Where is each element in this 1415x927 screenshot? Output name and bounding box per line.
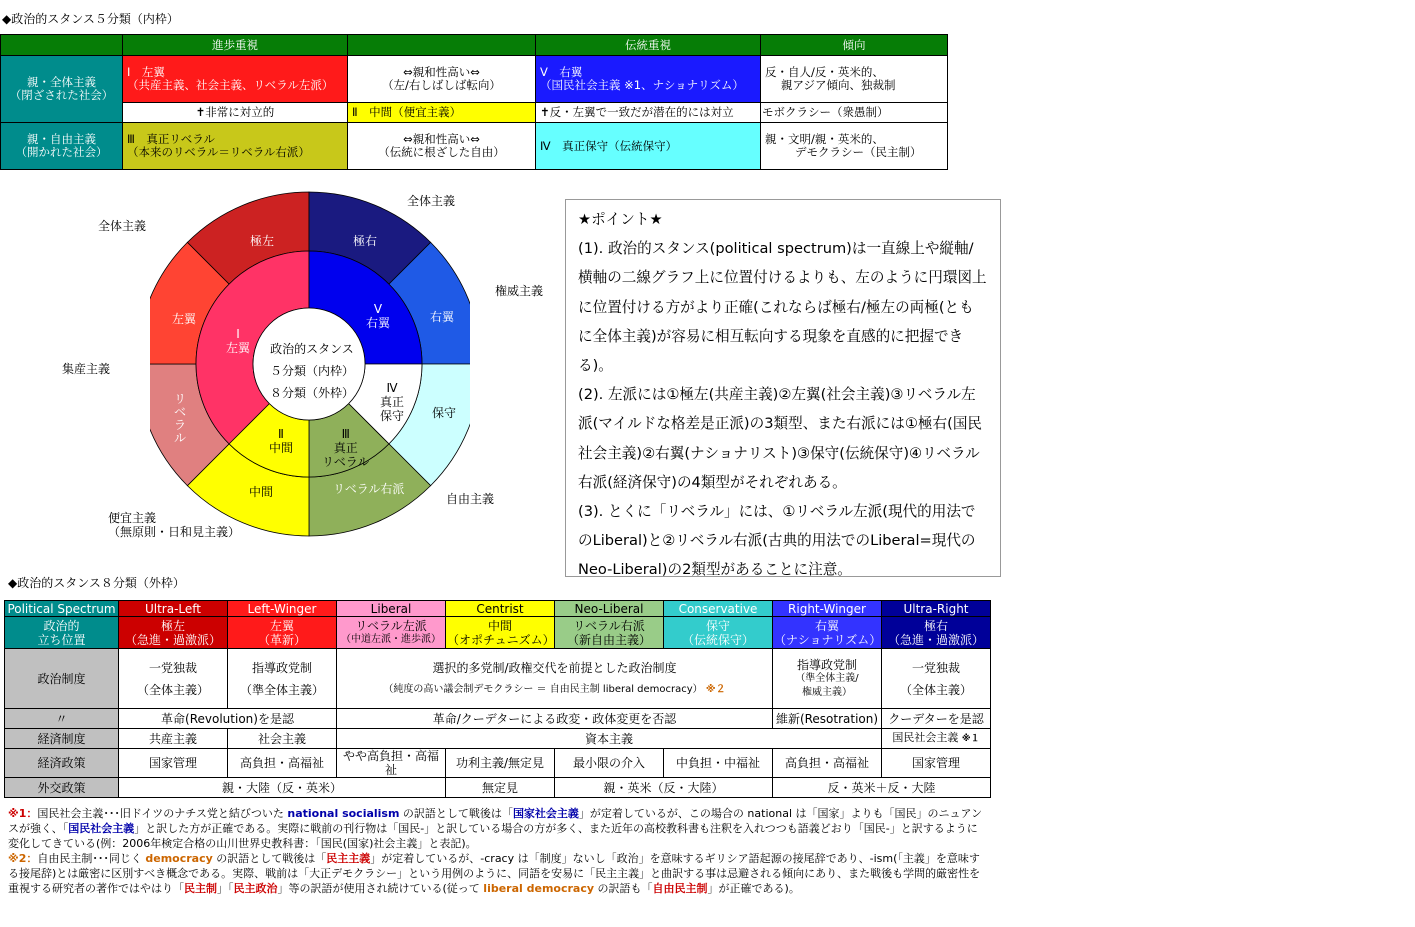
policy-right-winger: 高負担・高福祉: [773, 749, 882, 778]
cell-middle: Ⅱ 中間（便宜主義）: [348, 103, 536, 123]
foreign-right: 反・英米＋反・大陸: [773, 778, 991, 798]
policy-left-winger: 高負担・高福祉: [228, 749, 337, 778]
pos-left-winger: 左翼 （革新）: [228, 617, 337, 649]
cell-trend-1: 反・自人/反・英米的、 親アジア傾向、独裁制: [761, 56, 948, 103]
spec-centrist: Centrist: [446, 601, 555, 617]
foreign-pro-anglo: 親・英米（反・大陸）: [555, 778, 773, 798]
rev-left: 革命(Revolution)を是認: [119, 709, 337, 729]
outer-conservative: 保守: [432, 406, 457, 420]
center-caption: 政治的スタンス ５分類（内枠） ８分類（外枠）: [270, 342, 355, 400]
spec-ultra-right: Ultra-Right: [882, 601, 991, 617]
label-opportunism: 便宜主義 （無原則・日和見主義）: [108, 511, 241, 539]
ditto-label: 〃: [5, 709, 119, 729]
pos-neo-liberal: リベラル右派 （新自由主義）: [555, 617, 664, 649]
pos-liberal: リベラル左派 （中道左派・進歩派）: [337, 617, 446, 649]
sys-middle: 選択的多党制/政権交代を前提とした政治制度 （純度の高い議会制デモクラシー ＝ 自由民主制 liberal democracy） ※２: [337, 649, 773, 709]
spec-label: Political Spectrum: [5, 601, 119, 617]
econ-ultra-right: 国民社会主義 ※１: [882, 729, 991, 749]
econ-ultra-left: 共産主義: [119, 729, 228, 749]
econ-label: 経済制度: [5, 729, 119, 749]
label-totalitarian-left: 全体主義: [98, 219, 147, 233]
foreign-left: 親・大陸（反・英米）: [119, 778, 446, 798]
eight-class-table: [4, 600, 991, 798]
sys-right-winger: 指導政党制 （準全体主義/ 権威主義）: [773, 649, 882, 709]
sys-label: 政治制度: [5, 649, 119, 709]
policy-ultra-right: 国家管理: [882, 749, 991, 778]
header-blank-2: [348, 35, 536, 56]
rev-ultra-right: クーデターを是認: [882, 709, 991, 729]
row-totalitarian-label: 親・全体主義 （閉ざされた社会）: [1, 56, 123, 123]
cell-true-conservative: Ⅳ 真正保守（伝統保守）: [536, 123, 761, 170]
header-tradition: 伝統重視: [536, 35, 761, 56]
header-progress: 進歩重視: [123, 35, 348, 56]
spec-right-winger: Right-Winger: [773, 601, 882, 617]
pos-ultra-right: 極右 （急進・過激派）: [882, 617, 991, 649]
sys-ultra-right: 一党独裁 （全体主義）: [882, 649, 991, 709]
pos-conservative: 保守 （伝統保守）: [664, 617, 773, 649]
rev-middle: 革命/クーデターによる政変・政体変更を否認: [337, 709, 773, 729]
inner-right: Ⅴ 右翼: [366, 302, 391, 330]
label-authoritarian: 権威主義: [495, 284, 544, 298]
econ-left-winger: 社会主義: [228, 729, 337, 749]
outer-right: 右翼: [430, 310, 455, 324]
outer-liberal-right: リベラル右派: [333, 482, 405, 496]
inner-true-conservative: Ⅳ 真正 保守: [380, 381, 405, 423]
cell-true-liberal: Ⅲ 真正リベラル （本来のリベラル＝リベラル右派）: [123, 123, 348, 170]
section-title-8: ◆政治的スタンス８分類（外枠）: [8, 576, 185, 590]
cell-trend-3: 親・文明/親・英米的、 デモクラシー（民主制）: [761, 123, 948, 170]
point-2: (2). 左派には①極左(共産主義)②左翼(社会主義)③リベラル左派(マイルドな格差是正派)の3類型、また右派には①極右(国民社会主義)②右翼(ナショナリスト)③保守(伝統保守)④リベラル右派(経済保守)の4類型がそれぞれある。: [578, 386, 983, 491]
footnotes: [8, 806, 988, 896]
points-title: ★ポイント★: [578, 211, 663, 228]
spec-ultra-left: Ultra-Left: [119, 601, 228, 617]
spec-liberal: Liberal: [337, 601, 446, 617]
cell-trend-2: モボクラシー（衆愚制）: [761, 103, 948, 123]
row-liberal-label: 親・自由主義 （開かれた社会）: [1, 123, 123, 170]
outer-liberal-left: リ ベ ラ ル: [174, 392, 187, 445]
point-1: (1). 政治的スタンス(political spectrum)は一直線上や縦軸/横軸の二線グラフ上に位置付けるよりも、左のように円環図上に位置付ける方がより正確(これならば極右/極左の両極(ともに全体主義)が容易に相互転向する現象を直感的に把握できる)。: [578, 240, 987, 375]
point-3: (3). とくに「リベラル」には、①リベラル左派(現代的用法でのLiberal)と②リベラル右派(古典的用法でのLiberal=現代のNeo-Liberal)の2類型があることに注意。: [578, 503, 976, 579]
sys-ultra-left: 一党独裁 （全体主義）: [119, 649, 228, 709]
five-class-table: [0, 34, 948, 170]
policy-centrist: 功利主義/無定見: [446, 749, 555, 778]
inner-true-liberal: Ⅲ 真正 リベラル: [322, 427, 370, 469]
econ-capitalism: 資本主義: [337, 729, 882, 749]
label-libertarianism: 自由主義: [446, 492, 495, 506]
spec-neo-liberal: Neo-Liberal: [555, 601, 664, 617]
cell-affinity-1: ⇔親和性高い⇔ （左/右しばしば転向）: [348, 56, 536, 103]
header-trend: 傾向: [761, 35, 948, 56]
outer-far-left: 極左: [250, 234, 275, 248]
pos-centrist: 中間 （オポチュニズム）: [447, 618, 555, 647]
cell-left-wing: Ⅰ 左翼 （共産主義、社会主義、リベラル左派）: [123, 56, 348, 103]
sys-left-winger: 指導政党制 （準全体主義）: [228, 649, 337, 709]
outer-far-right: 極右: [353, 234, 378, 248]
policy-liberal: やや高負担・高福祉: [337, 749, 446, 778]
cell-affinity-2: ⇔親和性高い⇔ （伝統に根ざした自由）: [348, 123, 536, 170]
header-blank: [1, 35, 123, 56]
foreign-centrist: 無定見: [446, 778, 555, 798]
policy-label: 経済政策: [5, 749, 119, 778]
section-title-5: ◆政治的スタンス５分類（内枠）: [2, 12, 179, 26]
spec-conservative: Conservative: [664, 601, 773, 617]
policy-neo-liberal: 最小限の介入: [555, 749, 664, 778]
cell-anti-left: ✝反・左翼で一致だが潜在的には対立: [536, 103, 761, 123]
outer-middle: 中間: [249, 485, 274, 499]
rev-right-winger: 維新(Resotration): [773, 709, 882, 729]
footnote-1: ※1：国民社会主義･･･旧ドイツのナチス党と結びついた national socialism の訳語として戦後は「国家社会主義」が定着しているが、この場合の national は「国家」よりも「国民」のニュアンスが強く、「国民社会主義」と訳した方が正確である。実際に戦前の刊行物は「国民-」と訳している場合の方が多く、また近年の高校教科書も注釈を入れつつも語義どおり「国民-」と訳するように変化してきている(例：2006年検定合格の山川世界史教科書：「国民(国家)社会主義」と表記)。: [8, 807, 983, 850]
pos-ultra-left: 極左 （急進・過激派）: [119, 617, 228, 649]
pos-right-winger: 右翼 （ナショナリズム）: [774, 618, 882, 647]
policy-conservative: 中負担・中福祉: [664, 749, 773, 778]
points-box: [565, 199, 1001, 577]
cell-right-wing: Ⅴ 右翼 （国民社会主義 ※1、ナショナリズム）: [536, 56, 761, 103]
footnote-2: ※2：自由民主制･･･同じく democracy の訳語として戦後は「民主主義」が定着しているが、-cracy は「制度」ないし「政治」を意味するギリシア語起源の接尾辞であり、-ism(「主義」を意味する接尾辞)とは厳密に区別すべき概念である。実際、戦前は「大正デモクラシー」という用例のように、同語を安易に「民主主義」と曲訳する事は忌避される傾向にあり、また戦後も学問的厳密性を重視する研究者の著作ではやはり「民主制」「民主政治」等の訳語が使用され続けている(従って liberal democracy の訳語も「自由民主制」が正確である)。: [8, 852, 981, 895]
spec-left-winger: Left-Winger: [228, 601, 337, 617]
label-collectivism: 集産主義: [62, 362, 111, 376]
inner-left: Ⅰ 左翼: [226, 327, 251, 355]
cell-conflict: ✝非常に対立的: [123, 103, 348, 123]
foreign-label: 外交政策: [5, 778, 119, 798]
outer-left: 左翼: [172, 312, 197, 326]
pos-label: 政治的 立ち位置: [5, 617, 119, 649]
policy-ultra-left: 国家管理: [119, 749, 228, 778]
label-totalitarian-right: 全体主義: [407, 194, 456, 208]
inner-middle: Ⅱ 中間: [269, 427, 294, 455]
